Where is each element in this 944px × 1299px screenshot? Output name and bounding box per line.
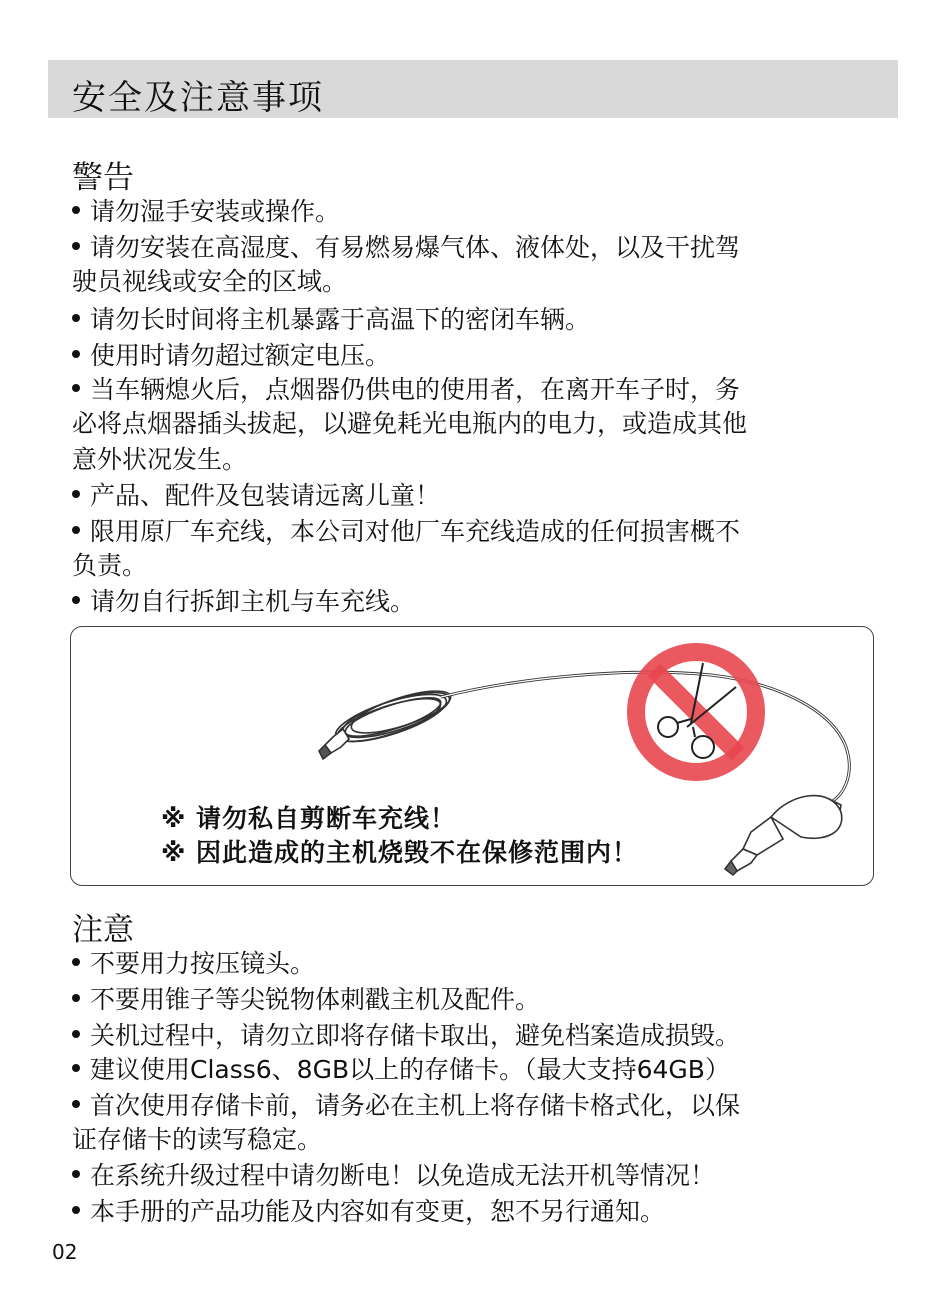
bullet-icon — [72, 994, 80, 1002]
warning-item-continued: 必将点烟器插头拔起，以避免耗光电瓶内的电力，或造成其他 — [72, 409, 748, 438]
warning-item-continued: 意外状况发生。 — [72, 445, 248, 474]
bullet-icon — [72, 1030, 80, 1038]
cigarette-lighter-plug — [725, 796, 842, 875]
bullet-icon — [72, 1064, 80, 1072]
illustration-note: ※ 请勿私自剪断车充线！ — [161, 804, 457, 833]
bullet-icon — [72, 596, 80, 604]
bullet-icon — [72, 1100, 80, 1108]
illustration-box — [70, 626, 874, 886]
bullet-icon — [72, 1206, 80, 1214]
caution-item: 在系统升级过程中请勿断电！以免造成无法开机等情况！ — [72, 1158, 872, 1194]
warning-item: 请勿自行拆卸主机与车充线。 — [72, 584, 872, 620]
bullet-icon — [72, 526, 80, 534]
caution-item: 建议使用Class6、8GB以上的存储卡。（最大支持64GB） — [72, 1052, 872, 1088]
page-title: 安全及注意事项 — [72, 78, 324, 118]
caution-item: 首次使用存储卡前，请务必在主机上将存储卡格式化，以保 — [72, 1088, 872, 1124]
title-bar — [48, 60, 898, 118]
caution-item-continued: 证存储卡的读写稳定。 — [72, 1125, 323, 1154]
caution-item: 本手册的产品功能及内容如有变更，恕不另行通知。 — [72, 1194, 872, 1230]
bullet-icon — [72, 242, 80, 250]
mini-usb-plug — [319, 729, 349, 759]
warning-item: 请勿湿手安装或操作。 — [72, 194, 872, 230]
warning-item: 产品、配件及包装请远离儿童！ — [72, 478, 872, 514]
bullet-icon — [72, 1170, 80, 1178]
warning-heading: 警告 — [72, 160, 134, 196]
caution-item: 关机过程中，请勿立即将存储卡取出，避免档案造成损毁。 — [72, 1018, 872, 1054]
caution-item: 不要用力按压镜头。 — [72, 946, 872, 982]
warning-item: 使用时请勿超过额定电压。 — [72, 338, 872, 374]
bullet-icon — [72, 350, 80, 358]
warning-item: 请勿安装在高湿度、有易燃易爆气体、液体处，以及干扰驾 — [72, 230, 872, 266]
page-number: 02 — [52, 1240, 78, 1264]
coiled-cable — [331, 683, 455, 752]
no-cutting-icon — [636, 652, 756, 772]
bullet-icon — [72, 384, 80, 392]
warning-item: 当车辆熄火后，点烟器仍供电的使用者，在离开车子时，务 — [72, 372, 872, 408]
warning-item: 请勿长时间将主机暴露于高温下的密闭车辆。 — [72, 302, 872, 338]
illustration-note: ※ 因此造成的主机烧毁不在保修范围内！ — [161, 838, 639, 867]
caution-item: 不要用锥子等尖锐物体刺戳主机及配件。 — [72, 982, 872, 1018]
bullet-icon — [72, 958, 80, 966]
warning-item-continued: 驶员视线或安全的区域。 — [72, 267, 348, 296]
warning-item: 限用原厂车充线，本公司对他厂车充线造成的任何损害概不 — [72, 514, 872, 550]
caution-heading: 注意 — [72, 912, 134, 948]
bullet-icon — [72, 490, 80, 498]
bullet-icon — [72, 206, 80, 214]
warning-item-continued: 负责。 — [72, 551, 148, 580]
bullet-icon — [72, 314, 80, 322]
